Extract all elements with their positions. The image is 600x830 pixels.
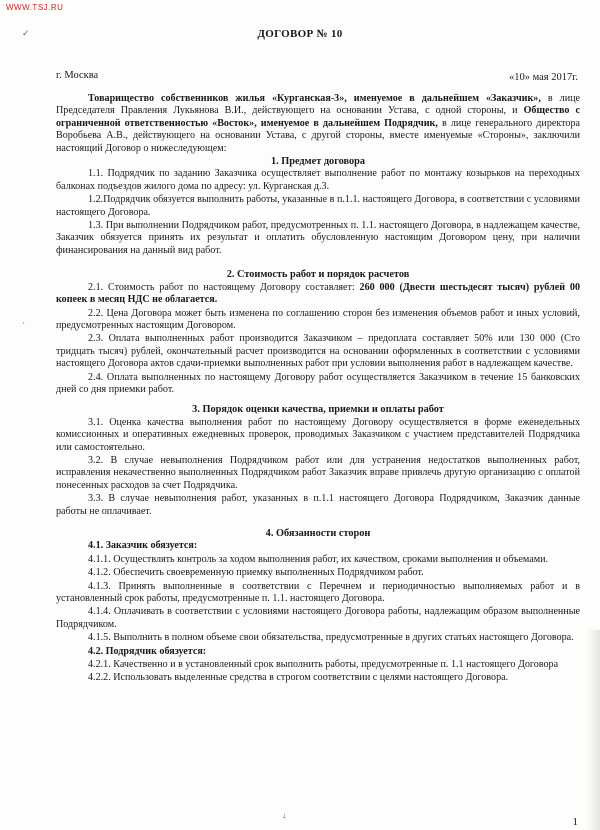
section-title: 4. Обязанности сторон — [265, 528, 371, 539]
clause: 4.1.2. Обеспечить своевременную приемку выполненных Подрядчиком работ. — [88, 567, 424, 579]
scan-mark: · — [22, 318, 25, 328]
contractor-name: Общество с ограниченной ответственностью «Восток», именуемое в дальнейшем Подрядчик, — [56, 105, 580, 129]
clause: 1.2.Подрядчик обязуется выполнить работы, указанные в п.1.1. настоящего Договора, в соответствии с условиями настоящего Договора. — [56, 194, 580, 218]
clause: 3.3. В случае невыполнения работ, указанных в п.1.1 настоящего Договора Подрядчиком, Заказчик данные работы не оплачивает. — [56, 493, 580, 517]
scan-shadow — [586, 630, 600, 830]
customer-name: Товарищество собственников жилья «Курганская-3», именуемое в дальнейшем «Заказчик», — [88, 93, 541, 104]
contract-city: г. Москва — [56, 70, 99, 81]
clause: 3.1. Оценка качества выполнения работ по настоящему Договору осуществляется в форме еженедельных комиссионных и оперативных ежедневных проверок, проводимых Заказчиком с участием представителей Подрядчика или самостоятельно. — [56, 416, 580, 453]
scan-mark: ↓ — [282, 810, 287, 820]
subsection-title: 4.2. Подрядчик обязуется: — [88, 645, 207, 657]
contract-price: 260 000 (Двести шестьдесят тысяч) рублей 00 копеек в месяц НДС не облагается. — [56, 281, 580, 306]
site-watermark: WWW.TSJ.RU — [6, 3, 64, 12]
clause: 4.1.1. Осуществлять контроль за ходом выполнения работ, их качеством, сроками выполнения и объемами. — [88, 553, 549, 565]
preamble: Товарищество собственников жилья «Курганская-3», именуемое в дальнейшем «Заказчик», в лице Председателя Правления Лукьянова В.И., действующего на основании Устава, с одной стороны, и Общество с ограниченной ответственностью «Восток», именуемое в дальнейшем Подрядчик, в лице генерального директора Воробьева А.В., действующего на основании Устава, с другой стороны, вместе именуемые «Стороны», заключили настоящий Договор о нижеследующем: — [56, 93, 580, 154]
page-number: 1 — [572, 816, 578, 828]
clause: 2.3. Оплата выполненных работ производится Заказчиком – предоплата составляет 50% или 130 000 (Сто тридцать тысяч) рублей, окончательный расчет производится на основании оформленных в соответствии с условиями настоящего Договора актов сдачи-приемки выполненных работ при условии выполнения работ в надлежащем качестве. — [56, 333, 580, 370]
clause: 4.1.5. Выполнить в полном объеме свои обязательства, предусмотренные в других статьях настоящего Договора. — [88, 632, 574, 644]
contract-body — [56, 93, 580, 686]
clause: 1.3. При выполнении Подрядчиком работ, предусмотренных п. 1.1. настоящего Договора, в надлежащем качестве, Заказчик обязуется принять их результат и оплатить обусловленную настоящим Договором цену, при наличии финансирования на данный вид работ. — [56, 220, 580, 256]
clause: 1.1. Подрядчик по заданию Заказчика осуществляет выполнение работ по монтажу козырьков на переходных балконах подъездов жилого дома по адресу: ул. Курганская д.3. — [56, 168, 580, 192]
clause: 4.2.1. Качественно и в установленный срок выполнить работы, предусмотренные п. 1.1 настоящего Договора — [88, 659, 559, 671]
section-title: 2. Стоимость работ и порядок расчетов — [226, 269, 410, 281]
section-title: 3. Порядок оценки качества, приемки и оплаты работ — [192, 404, 444, 416]
scan-mark: ✓ — [22, 28, 30, 38]
contract-date: «10» мая 2017г. — [508, 72, 578, 83]
document-title: ДОГОВОР № 10 — [257, 28, 343, 40]
section-title: 1. Предмет договора — [270, 156, 366, 168]
clause: 3.2. В случае невыполнения Подрядчиком работ или для устранения недостатков выполненных работ, исправления некачественно выполненных Подрядчиком работ Заказчик вправе привлечь другую организацию с оплатой понесенных расходов за счет Подрядчика. — [56, 454, 580, 491]
clause: 4.1.4. Оплачивать в соответствии с условиями настоящего Договора работы, надлежащим образом выполненные Подрядчиком. — [56, 606, 580, 630]
clause: 2.2. Цена Договора может быть изменена по соглашению сторон без изменения объемов работ и иных условий, предусмотренных настоящим Договором. — [56, 307, 580, 331]
clause: 4.2.2. Использовать выделенные средства в строгом соответствии с целями настоящего Договора. — [88, 672, 509, 684]
clause: 2.1. Стоимость работ по настоящему Договору составляет: 260 000 (Двести шестьдесят тысяч) рублей 00 копеек в месяц НДС не облагается. — [56, 281, 580, 306]
subsection-title: 4.1. Заказчик обязуется: — [88, 540, 198, 552]
clause: 2.4. Оплата выполненных по настоящему Договору работ осуществляется Заказчиком в течение 15 банковских дней со дня приемки работ. — [56, 371, 580, 395]
clause: 4.1.3. Принять выполненные в соответствии с Перечнем и периодичностью выполняемых работ и в установленный срок работы, предусмотренные п. 1.1. настоящего Договора. — [56, 580, 580, 605]
